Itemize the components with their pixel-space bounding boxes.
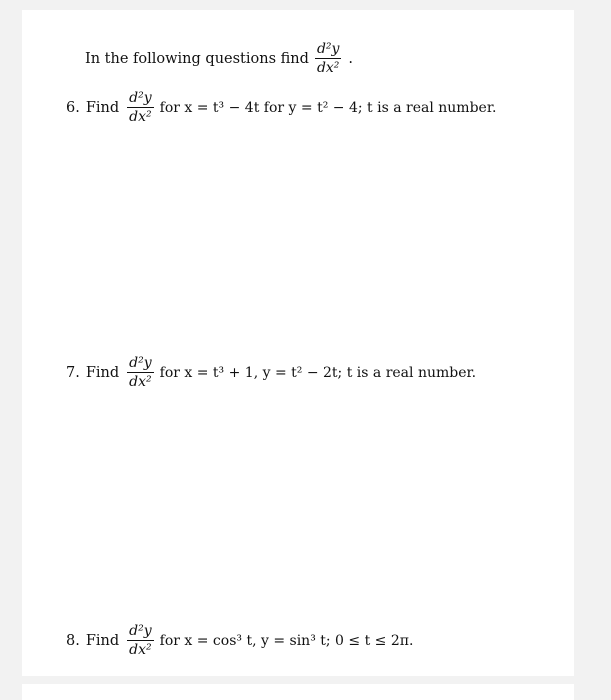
question-expression: for x = t³ + 1, y = t² − 2t; t is a real number. [159,364,477,381]
fraction-numerator: d²y [129,623,152,639]
question-expression: for x = cos³ t, y = sin³ t; 0 ≤ t ≤ 2π. [159,632,414,649]
fraction-denominator: dx² [129,109,152,125]
intro-period: . [348,50,354,67]
question-6 [66,91,496,124]
intro-line [85,42,353,75]
fraction-denominator: dx² [129,374,152,390]
next-page-edge [22,684,574,700]
question-derivative-fraction [127,356,153,389]
question-number: 7. [66,364,80,381]
question-derivative-fraction [127,91,153,124]
question-8 [66,624,413,657]
question-verb: Find [85,632,120,649]
fraction-numerator: d²y [129,355,152,371]
question-number: 6. [66,99,80,116]
fraction-numerator: d²y [316,41,340,57]
document-page [22,10,574,676]
question-number: 8. [66,632,80,649]
fraction-denominator: dx² [129,642,152,658]
fraction-numerator: d²y [129,90,152,106]
fraction-denominator: dx² [316,60,340,76]
question-7 [66,356,476,389]
intro-text: In the following questions find [85,50,309,67]
question-verb: Find [85,364,120,381]
question-expression: for x = t³ − 4t for y = t² − 4; t is a real number. [159,99,497,116]
question-derivative-fraction [127,624,153,657]
intro-derivative-fraction [315,42,341,75]
question-verb: Find [85,99,120,116]
